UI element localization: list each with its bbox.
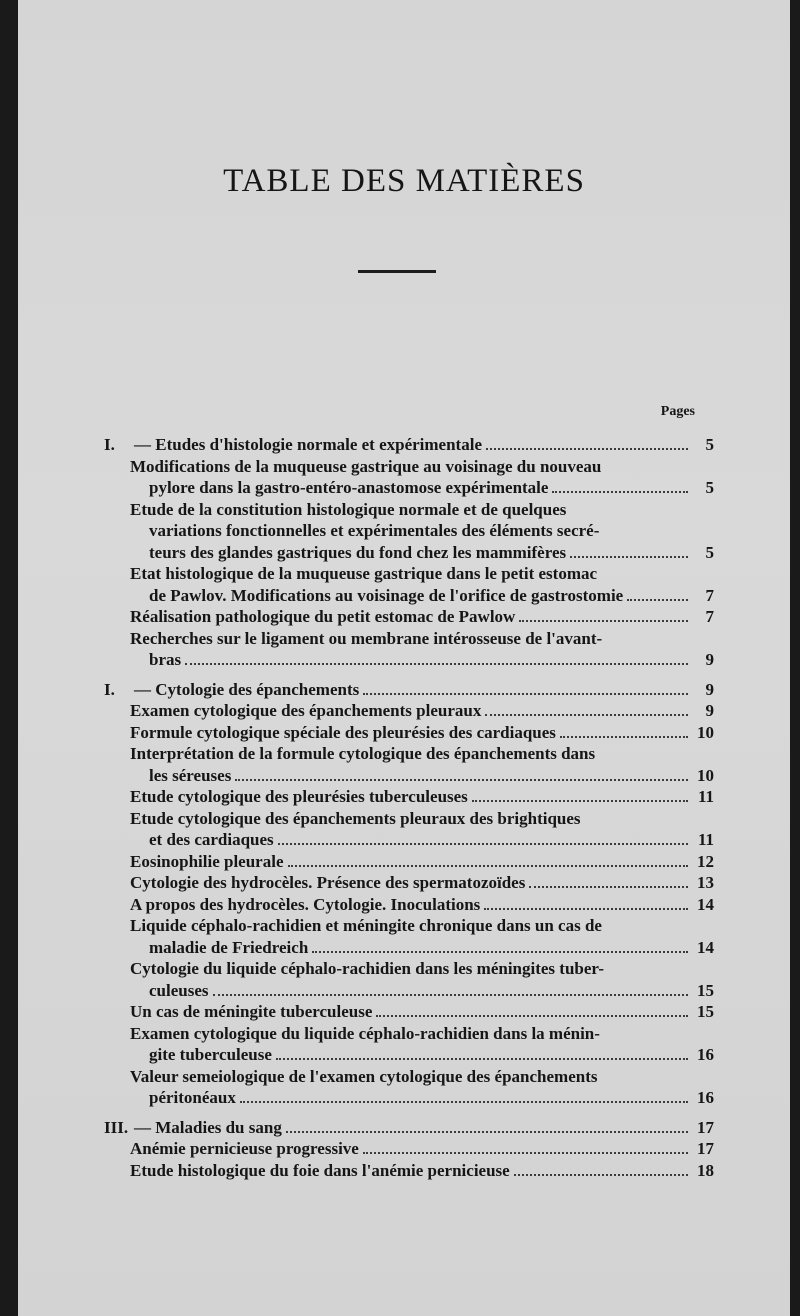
leader-dots bbox=[363, 1152, 688, 1154]
toc-entry bbox=[104, 606, 714, 628]
leader-dots bbox=[235, 779, 688, 781]
page-number: 14 bbox=[697, 894, 714, 914]
toc-entry bbox=[104, 499, 714, 521]
entry-text: Recherches sur le ligament ou membrane intérosseuse de l'avant- bbox=[130, 628, 603, 648]
entry-text: Examen cytologique des épanchements pleuraux bbox=[130, 701, 482, 720]
page-number: 5 bbox=[705, 478, 714, 497]
leader-dots bbox=[484, 908, 688, 910]
entry-text: Examen cytologique du liquide céphalo-rachidien dans la ménin- bbox=[130, 1023, 600, 1043]
leader-dots bbox=[276, 1058, 688, 1060]
entry-text: Anémie pernicieuse progressive bbox=[130, 1139, 359, 1158]
page-number: 18 bbox=[697, 1160, 714, 1180]
section-heading-row bbox=[104, 434, 714, 456]
toc-entry bbox=[104, 722, 714, 744]
page-number: 17 bbox=[697, 1139, 714, 1158]
toc-section bbox=[104, 679, 714, 1109]
entry-text: Etude cytologique des pleurésies tuberculeuses bbox=[130, 787, 468, 806]
entry-text: Cytologie des hydrocèles. Présence des spermatozoïdes bbox=[130, 873, 526, 892]
entry-text: Interprétation de la formule cytologique des épanchements dans bbox=[130, 744, 596, 763]
toc-entry-continuation bbox=[104, 477, 714, 499]
toc-entry-continuation bbox=[104, 1044, 714, 1066]
leader-dots bbox=[627, 599, 688, 601]
pages-column-label: Pages bbox=[660, 404, 695, 419]
toc-entry bbox=[104, 1160, 714, 1182]
entry-text: Eosinophilie pleurale bbox=[130, 851, 284, 871]
section-heading: — Etudes d'histologie normale et expérimentale bbox=[134, 435, 482, 454]
leader-dots bbox=[312, 951, 688, 953]
toc-entry-continuation bbox=[104, 937, 714, 959]
leader-dots bbox=[278, 843, 688, 845]
entry-text: culeuses bbox=[149, 980, 209, 1000]
page-number: 10 bbox=[697, 722, 714, 742]
page-number: 16 bbox=[697, 1045, 714, 1064]
leader-dots bbox=[288, 865, 689, 867]
page-number: 5 bbox=[705, 435, 714, 454]
toc-section bbox=[104, 1117, 714, 1182]
toc-entry bbox=[104, 563, 714, 585]
section-number: III. bbox=[104, 1117, 129, 1137]
page-number: 11 bbox=[697, 830, 714, 849]
toc-entry bbox=[104, 786, 714, 808]
entry-text: Etude de la constitution histologique normale et de quelques bbox=[130, 499, 567, 519]
toc-entry-continuation bbox=[104, 649, 714, 671]
toc-entry-continuation bbox=[104, 520, 714, 542]
page-number: 10 bbox=[697, 765, 714, 785]
entry-text: Un cas de méningite tuberculeuse bbox=[130, 1002, 373, 1021]
page-number: 15 bbox=[697, 1002, 714, 1021]
entry-text: Formule cytologique spéciale des pleurésies des cardiaques bbox=[130, 722, 556, 742]
leader-dots bbox=[472, 800, 688, 802]
toc-entry bbox=[104, 894, 714, 916]
entry-text: de Pawlov. Modifications au voisinage de l'orifice de gastrostomie bbox=[149, 585, 624, 605]
leader-dots bbox=[519, 620, 688, 622]
leader-dots bbox=[486, 448, 688, 450]
leader-dots bbox=[185, 663, 688, 665]
entry-text: les séreuses bbox=[149, 765, 232, 785]
page-number: 7 bbox=[705, 607, 714, 626]
entry-text: Etat histologique de la muqueuse gastrique dans le petit estomac bbox=[130, 564, 598, 583]
toc-entry bbox=[104, 700, 714, 722]
section-heading: — Maladies du sang bbox=[134, 1117, 282, 1137]
toc-entry bbox=[104, 872, 714, 894]
entry-text: pylore dans la gastro-entéro-anastomose expérimentale bbox=[149, 478, 549, 497]
title-rule bbox=[358, 270, 436, 273]
toc-section bbox=[104, 434, 714, 671]
page-number: 11 bbox=[697, 787, 714, 806]
toc-entry bbox=[104, 1066, 714, 1088]
toc-entry bbox=[104, 808, 714, 830]
leader-dots bbox=[570, 556, 688, 558]
page-number: 16 bbox=[697, 1088, 714, 1107]
page-number: 5 bbox=[705, 542, 714, 562]
entry-text: maladie de Friedreich bbox=[149, 937, 309, 957]
page-number: 7 bbox=[705, 585, 714, 605]
toc-entry-continuation bbox=[104, 765, 714, 787]
page-number: 14 bbox=[697, 937, 714, 957]
page-number: 17 bbox=[697, 1117, 714, 1137]
leader-dots bbox=[529, 886, 688, 888]
page-number: 9 bbox=[705, 701, 714, 720]
entry-text: variations fonctionnelles et expérimentales des éléments secré- bbox=[149, 521, 600, 540]
table-of-contents bbox=[104, 434, 714, 1189]
section-heading: — Cytologie des épanchements bbox=[134, 679, 360, 699]
page-number: 12 bbox=[697, 851, 714, 871]
leader-dots bbox=[560, 736, 688, 738]
page-number: 9 bbox=[705, 650, 714, 669]
entry-text: teurs des glandes gastriques du fond chez les mammifères bbox=[149, 542, 567, 562]
leader-dots bbox=[240, 1101, 688, 1103]
toc-entry bbox=[104, 915, 714, 937]
toc-entry-continuation bbox=[104, 542, 714, 564]
toc-entry bbox=[104, 456, 714, 478]
leader-dots bbox=[552, 491, 688, 493]
section-number: I. bbox=[104, 435, 115, 454]
entry-text: péritonéaux bbox=[149, 1088, 236, 1107]
leader-dots bbox=[363, 693, 688, 695]
toc-entry bbox=[104, 851, 714, 873]
entry-text: Liquide céphalo-rachidien et méningite chronique dans un cas de bbox=[130, 916, 602, 935]
entry-text: Etude cytologique des épanchements pleuraux des brightiques bbox=[130, 808, 581, 828]
toc-entry bbox=[104, 958, 714, 980]
page-number: 13 bbox=[697, 873, 714, 892]
leader-dots bbox=[213, 994, 689, 996]
section-heading-row bbox=[104, 679, 714, 701]
page-number: 15 bbox=[697, 980, 714, 1000]
entry-text: A propos des hydrocèles. Cytologie. Inoculations bbox=[130, 894, 481, 914]
document-page bbox=[18, 0, 790, 1316]
entry-text: et des cardiaques bbox=[149, 830, 274, 849]
toc-entry-continuation bbox=[104, 1087, 714, 1109]
entry-text: Cytologie du liquide céphalo-rachidien dans les méningites tuber- bbox=[130, 959, 604, 978]
page-title: TABLE DES MATIÈRES bbox=[223, 163, 585, 199]
toc-entry bbox=[104, 1001, 714, 1023]
toc-entry bbox=[104, 1023, 714, 1045]
section-number: I. bbox=[104, 679, 115, 699]
section-heading-row bbox=[104, 1117, 714, 1139]
toc-entry-continuation bbox=[104, 980, 714, 1002]
entry-text: bras bbox=[149, 650, 182, 669]
entry-text: Modifications de la muqueuse gastrique au voisinage du nouveau bbox=[130, 456, 602, 476]
page-number: 9 bbox=[705, 679, 714, 699]
leader-dots bbox=[376, 1015, 688, 1017]
leader-dots bbox=[485, 714, 688, 716]
entry-text: Etude histologique du foie dans l'anémie pernicieuse bbox=[130, 1160, 510, 1180]
toc-entry bbox=[104, 628, 714, 650]
leader-dots bbox=[286, 1131, 688, 1133]
entry-text: gite tuberculeuse bbox=[149, 1045, 272, 1064]
toc-entry bbox=[104, 1138, 714, 1160]
toc-entry bbox=[104, 743, 714, 765]
entry-text: Valeur semeiologique de l'examen cytologique des épanchements bbox=[130, 1066, 598, 1086]
toc-entry-continuation bbox=[104, 585, 714, 607]
leader-dots bbox=[514, 1174, 688, 1176]
toc-entry-continuation bbox=[104, 829, 714, 851]
entry-text: Réalisation pathologique du petit estomac de Pawlow bbox=[130, 607, 516, 626]
